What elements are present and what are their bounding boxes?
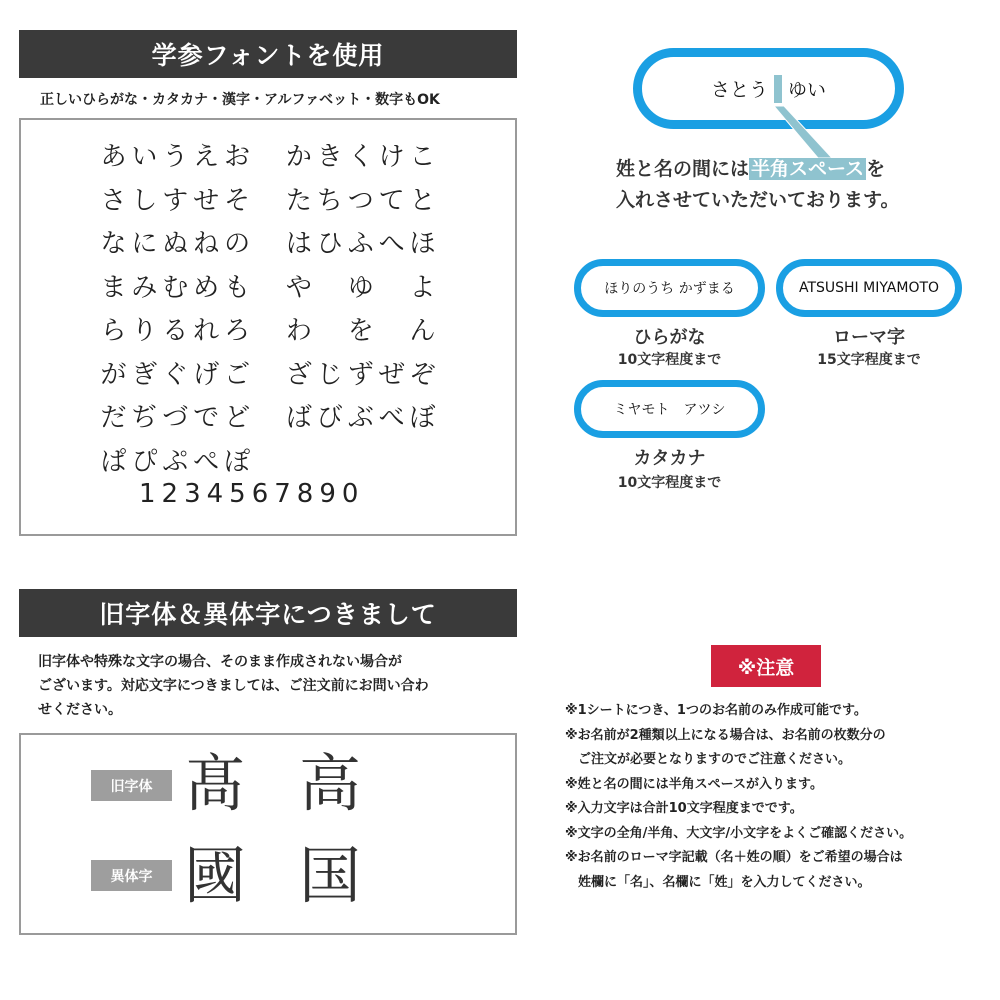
kana-gap — [314, 310, 345, 347]
old-kanji-panel — [19, 733, 517, 935]
explain-line2: 入れさせていただいております。 — [616, 189, 900, 211]
kana-char: に — [131, 229, 158, 259]
kana-gap — [253, 267, 284, 304]
font-section-header — [19, 30, 517, 78]
kana-row — [98, 441, 438, 478]
description-line-1: 旧字体や特殊な文字の場合、そのまま作成されない場合が — [38, 654, 402, 670]
kana-char: べ — [378, 403, 405, 433]
kana-gap — [253, 180, 284, 217]
kana-char: み — [131, 272, 158, 303]
kana-char: つ — [347, 185, 374, 216]
half-width-space-highlight: 半角スペース — [751, 158, 865, 180]
notice-item: ※姓と名の間には半角スペースが入ります。 — [565, 776, 823, 792]
notice-item: ご注文が必要となりますのでご注意ください。 — [565, 752, 852, 767]
kana-row — [98, 136, 438, 173]
kana-char: よ — [409, 272, 436, 303]
kana-char: ろ — [224, 316, 251, 346]
kana-char: ま — [100, 272, 127, 303]
sample-title-hiragana: ひらがな — [633, 327, 706, 348]
sample-field-katakana — [574, 380, 765, 438]
kana-char: か — [285, 142, 312, 172]
kana-char: ご — [224, 359, 251, 390]
space-explanation — [616, 154, 946, 216]
sample-limit-romaji: 15文字程度まで — [817, 352, 921, 368]
sample-field-romaji — [776, 259, 962, 317]
kana-char: ほ — [409, 229, 436, 259]
kana-char: き — [316, 142, 343, 172]
kana-char: ざ — [285, 359, 312, 390]
kana-gap — [253, 397, 284, 434]
kana-char: い — [131, 142, 158, 172]
kana-gap — [253, 310, 284, 347]
kana-char: ぜ — [378, 359, 405, 390]
sample-title-katakana: カタカナ — [633, 448, 706, 469]
description-line-3: せください。 — [38, 702, 122, 718]
kana-char: を — [347, 316, 374, 346]
description-line-2: ございます。対応文字につきましては、ご注文前にお問い合わ — [38, 678, 429, 694]
kana-char: だ — [100, 403, 127, 433]
kana-char: め — [193, 272, 220, 303]
notice-item: ※お名前が2種類以上になる場合は、お名前の枚数分の — [565, 727, 886, 743]
notice-badge: ※注意 — [711, 645, 821, 687]
kana-char: な — [100, 229, 127, 259]
notice-item: ※1シートにつき、1つのお名前のみ作成可能です。 — [565, 703, 867, 718]
kana-char: の — [224, 229, 251, 259]
space-marker — [774, 75, 782, 103]
kana-char: へ — [378, 229, 405, 259]
tag-variant-form: 異体字 — [91, 860, 172, 891]
sample-text-katakana: ミヤモト アツシ — [613, 402, 726, 418]
kana-row — [98, 180, 438, 217]
sample-title-romaji: ローマ字 — [833, 327, 905, 348]
kana-gap — [407, 441, 438, 478]
kana-char: げ — [193, 359, 220, 390]
kana-char: ず — [347, 359, 374, 390]
kana-char: む — [162, 272, 189, 303]
kana-char: ぺ — [193, 446, 220, 477]
sample-limit-hiragana: 10文字程度まで — [617, 352, 722, 368]
explain-text-after: を — [866, 158, 886, 180]
kana-char: え — [193, 142, 220, 172]
kana-char: ゆ — [347, 272, 374, 303]
kana-char: ぼ — [409, 403, 436, 433]
sample-text-hiragana: ほりのうち かずまる — [604, 281, 735, 297]
kana-char: も — [224, 272, 251, 303]
kana-char: ぬ — [162, 229, 189, 259]
kana-gap — [376, 310, 407, 347]
kana-char: ん — [409, 316, 436, 346]
sample-field-hiragana — [574, 259, 765, 317]
kana-char: ば — [285, 403, 312, 433]
old-kanji-section-header — [19, 589, 517, 637]
kana-gap — [345, 441, 376, 478]
kana-char: う — [162, 142, 189, 172]
kana-char: そ — [224, 185, 251, 216]
kana-gap — [253, 354, 284, 391]
kana-char: ぽ — [224, 446, 251, 477]
kana-char: び — [316, 403, 343, 433]
kana-char: わ — [285, 316, 312, 346]
kana-row — [98, 310, 438, 347]
kana-char: ふ — [347, 229, 374, 259]
kana-char: さ — [100, 185, 127, 216]
kana-row — [98, 223, 438, 260]
sample-text-romaji: ATSUSHI MIYAMOTO — [798, 280, 940, 296]
kana-char: で — [193, 403, 220, 433]
kana-char: お — [224, 142, 251, 172]
example-sei: さとう — [710, 79, 768, 101]
kana-char: ぱ — [100, 446, 127, 477]
explain-text-before: 姓と名の間には — [616, 158, 750, 180]
kana-char: ど — [224, 403, 251, 433]
kana-gap — [253, 136, 284, 173]
kana-char: く — [347, 142, 374, 172]
kana-gap — [376, 267, 407, 304]
kana-char: せ — [193, 185, 220, 216]
kana-char: け — [378, 142, 405, 172]
kana-char: と — [409, 185, 436, 216]
kana-char: り — [131, 316, 158, 346]
example-mei: ゆい — [788, 79, 827, 101]
notice-item: ※お名前のローマ字記載（名＋姓の順）をご希望の場合は — [565, 850, 903, 865]
old-kanji-section-title: 旧字体＆異体字につきまして — [99, 600, 437, 629]
kana-gap — [314, 441, 345, 478]
kana-char: れ — [193, 316, 220, 346]
sample-limit-katakana: 10文字程度まで — [617, 475, 722, 491]
kana-char: ぴ — [131, 446, 158, 477]
kana-char: ぶ — [347, 403, 374, 433]
font-section-title: 学参フォントを使用 — [151, 41, 385, 70]
kana-char: ぎ — [131, 359, 158, 390]
kana-char: ぷ — [162, 446, 189, 477]
kana-char: す — [162, 185, 189, 216]
kanji-new-taka: 高 — [299, 747, 362, 820]
kana-char: ぞ — [409, 359, 436, 390]
kana-char: ひ — [316, 229, 343, 259]
kana-char: こ — [409, 142, 436, 172]
kana-char: じ — [316, 359, 343, 390]
old-kanji-description — [38, 650, 508, 722]
digit-row: 1234567890 — [139, 479, 365, 509]
notice-list — [565, 699, 985, 895]
kana-char: あ — [100, 142, 127, 172]
kana-gap — [314, 267, 345, 304]
kana-char: は — [285, 229, 312, 259]
kana-char: ぐ — [162, 359, 189, 390]
kana-gap — [253, 223, 284, 260]
kana-row — [98, 267, 438, 304]
kana-char: づ — [162, 403, 189, 433]
notice-item: ※文字の全角/半角、大文字/小文字をよくご確認ください。 — [565, 825, 913, 841]
font-section-subtitle: 正しいひらがな・カタカナ・漢字・アルファベット・数字もOK — [40, 92, 440, 108]
notice-item: ※入力文字は合計10文字程度までです。 — [565, 801, 803, 816]
kana-char: ね — [193, 229, 220, 259]
kana-gap — [253, 441, 284, 478]
kana-row — [98, 397, 438, 434]
kanji-new-kuni: 国 — [299, 839, 362, 912]
kana-char: ぢ — [131, 403, 158, 433]
tag-old-form: 旧字体 — [91, 770, 172, 801]
kanji-old-kuni: 國 — [184, 839, 247, 912]
kanji-old-taka: 髙 — [184, 747, 247, 820]
notice-item: 姓欄に「名」、名欄に「姓」を入力してください。 — [565, 874, 871, 890]
kana-char: や — [285, 272, 312, 303]
kana-char: た — [285, 185, 312, 216]
kana-char: る — [162, 316, 189, 346]
kana-row — [98, 354, 438, 391]
kana-gap — [283, 441, 314, 478]
kana-char: ら — [100, 316, 127, 346]
kana-char: が — [100, 359, 127, 390]
kana-char: し — [131, 185, 158, 216]
kana-char: て — [378, 185, 405, 216]
kana-char: ち — [316, 185, 343, 216]
kana-gap — [376, 441, 407, 478]
